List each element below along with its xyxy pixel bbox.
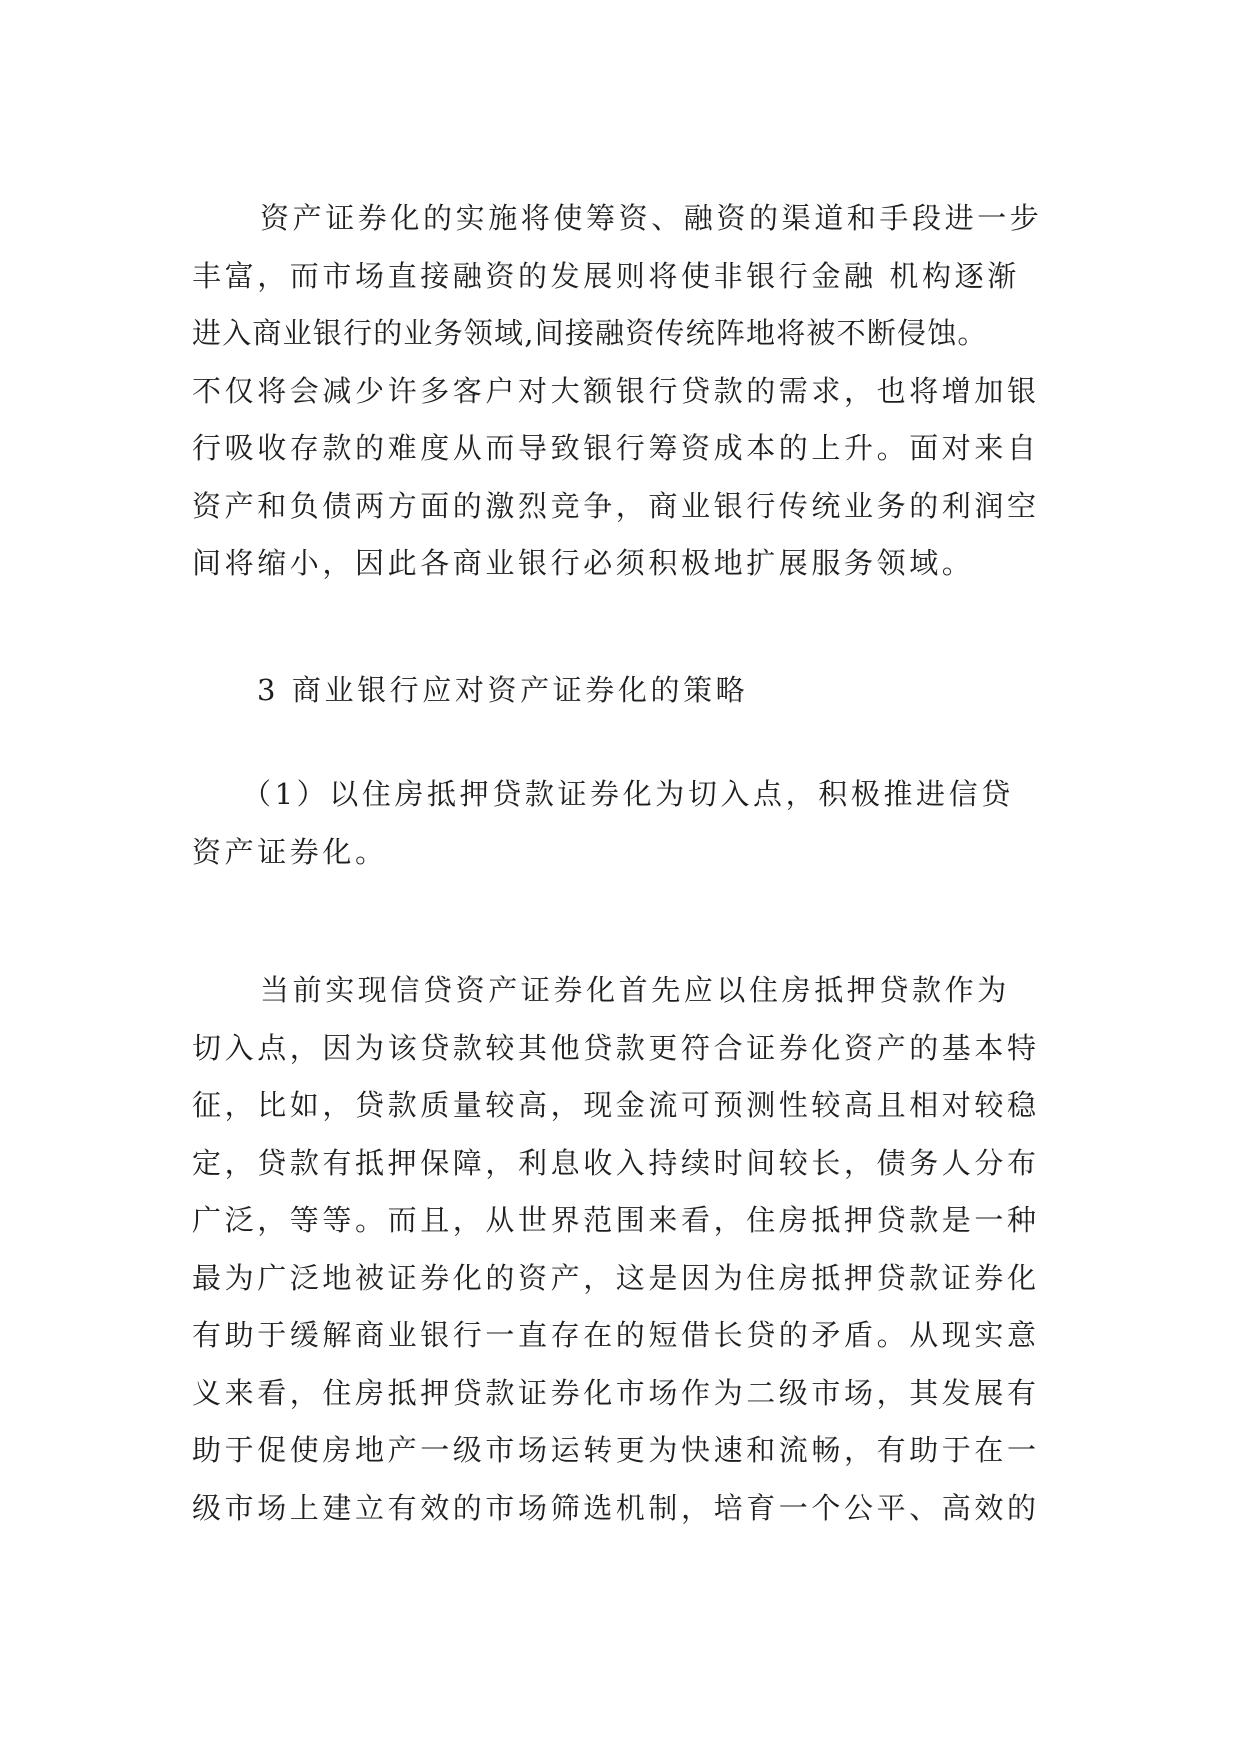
text-line: 广泛，等等。而且，从世界范围来看，住房抵押贷款是一种 (192, 1203, 1040, 1237)
text-line: 资产证券化的实施将使筹资、融资的渠道和手段进一步 (260, 201, 1043, 235)
text-line: 间将缩小，因此各商业银行必须积极地扩展服务领域。 (192, 546, 975, 580)
text-line: 有助于缓解商业银行一直存在的短借长贷的矛盾。从现实意 (192, 1318, 1040, 1352)
text-line: 级市场上建立有效的市场筛选机制，培育一个公平、高效的 (192, 1490, 1040, 1525)
text-line: 征，比如，贷款质量较高，现金流可预测性较高且相对较稳 (192, 1088, 1040, 1122)
paragraph-asset-securitization-impact (192, 190, 1042, 593)
section-heading-text: 3 商业银行应对资产证券化的策略 (257, 673, 749, 707)
text-line: 当前实现信贷资产证券化首先应以住房抵押贷款作为 (260, 973, 1010, 1007)
text-line: 助于促使房地产一级市场运转更为快速和流畅，有助于在一 (192, 1433, 1040, 1467)
text-line: 定，贷款有抵押保障，利息收入持续时间较长，债务人分布 (192, 1145, 1040, 1180)
subsection-heading (192, 766, 1014, 881)
paragraph-mortgage-securitization (192, 962, 1040, 1537)
text-line: 资产和负债两方面的激烈竞争，商业银行传统业务的利润空 (192, 488, 1040, 523)
text-line: 不仅将会减少许多客户对大额银行贷款的需求，也将增加银 (192, 373, 1040, 408)
text-line: 进入商业银行的业务领域,间接融资传统阵地将被不断侵蚀。 (192, 316, 988, 350)
text-line: 资产证券化。 (192, 834, 388, 869)
text-line: 切入点，因为该贷款较其他贷款更符合证券化资产的基本特 (192, 1030, 1040, 1065)
text-line: 最为广泛地被证券化的资产，这是因为住房抵押贷款证券化 (192, 1260, 1040, 1295)
text-line: 义来看，住房抵押贷款证券化市场作为二级市场，其发展有 (192, 1375, 1040, 1410)
text-line: 丰富，而市场直接融资的发展则将使非银行金融 机构逐渐 (192, 258, 1020, 293)
text-line: 行吸收存款的难度从而导致银行筹资成本的上升。面对来自 (192, 431, 1040, 465)
text-line: （1）以住房抵押贷款证券化为切入点，积极推进信贷 (242, 777, 1014, 811)
section-heading (192, 662, 748, 720)
